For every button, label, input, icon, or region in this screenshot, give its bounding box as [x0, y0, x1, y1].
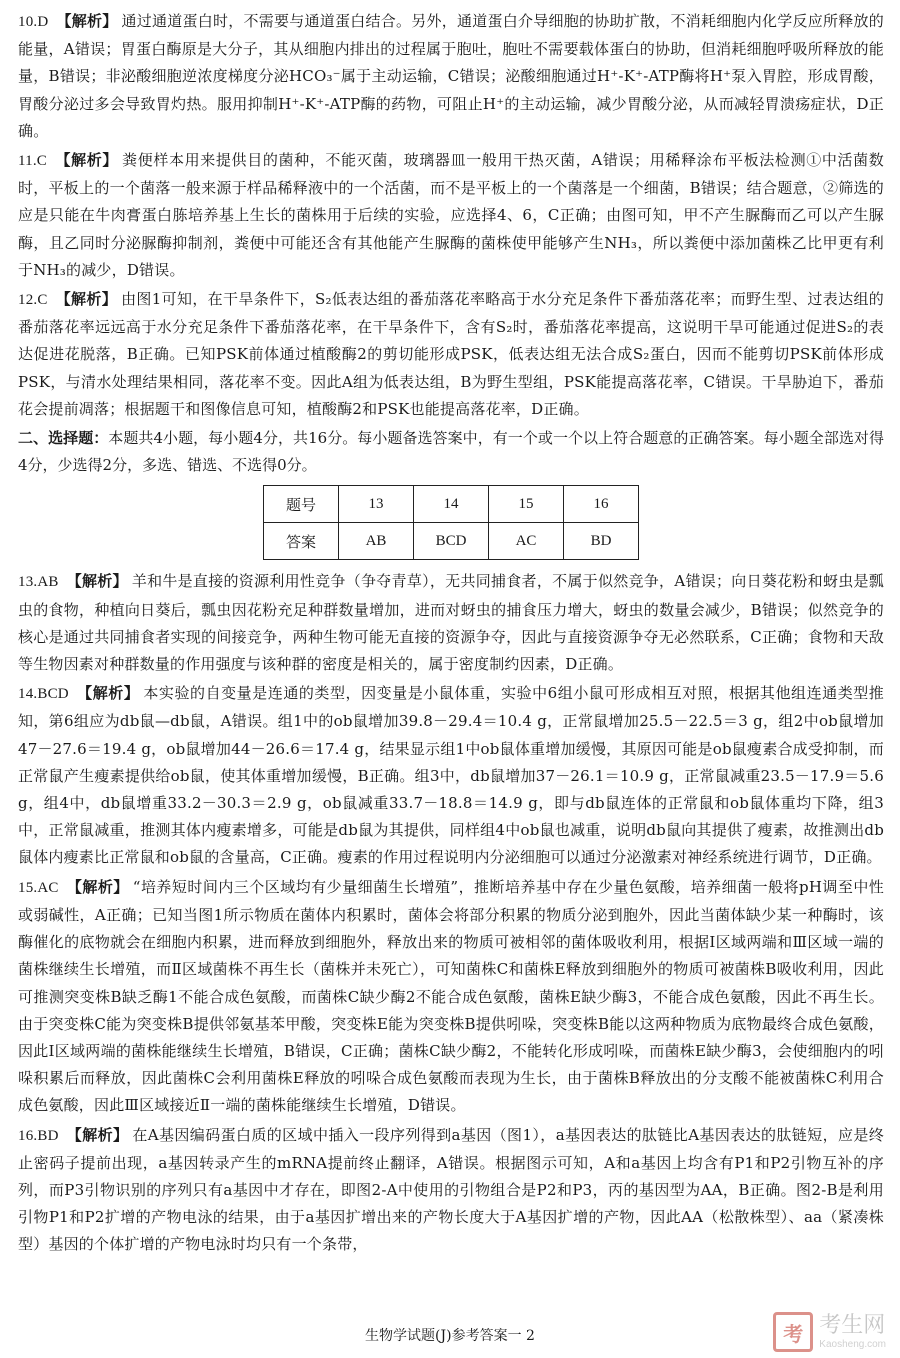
- answer-item-14: 14.BCD 【解析】 本实验的自变量是连通的类型，因变量是小鼠体重，实验中6组小鼠可形成相互对照，根据其他组连通类型推知，第6组应为db鼠—db鼠，A错误。组1中的ob鼠增加39.8－29.4＝10.4 g，正常鼠增加25.5－22.5＝3 g，组2中ob鼠增加47－27.6＝19.4 g，ob鼠增加44－26.6＝17.4 g，结果显示组1中ob鼠体重增加缓慢，其原因可能是ob鼠瘦素合成受抑制，而正常鼠产生瘦素提供给ob鼠，使其体重增加缓慢，B正确。组3中，db鼠增加37－26.1＝10.9 g，正常鼠减重23.5－17.9＝5.6 g，组4中，db鼠增重33.2－30.3＝2.9 g，ob鼠减重33.7－18.8＝14.9 g，即与db鼠连体的正常鼠和ob鼠体重均下降，组3中，正常鼠减重，推测其体内瘦素增多，可能是db鼠为其提供，同样组4中ob鼠也减重，说明db鼠向其提供了瘦素，故推测出db鼠体内瘦素比正常鼠和ob鼠的含量高，C正确。瘦素的作用过程说明内分泌细胞可以通过分泌激素对神经系统进行调节，D正确。: [18, 684, 884, 867]
- answer-item-16: 16.BD 【解析】 在A基因编码蛋白质的区域中插入一段序列得到a基因（图1），a基因表达的肽链比A基因表达的肽链短，应是终止密码子提前出现，a基因转录产生的mRNA提前终止翻译，A错误。根据图示可知，A和a基因上均含有P1和P2引物互补的序列，而P3引物识别的序列只有a基因中才存在，即图2-A中使用的引物组合是P2和P3，丙的基因型为AA，B正确。图2-B是利用引物P1和P2扩增的产物电泳的结果，由于a基因扩增出来的产物长度大于A基因扩增的产物，因此AA（松散株型）、aa（紧凑株型）基因的个体扩增的产物电泳时均只有一个条带，: [18, 1125, 884, 1254]
- answer-item-13: 13.AB 【解析】 羊和牛是直接的资源利用性竞争（争夺青草），无共同捕食者，不属于似然竞争，A错误；向日葵花粉和蚜虫是瓢虫的食物，种植向日葵后，瓢虫因花粉充足种群数量增加，进而对蚜虫的捕食压力增大，蚜虫的数量会减少，B错误；似然竞争的核心是通过共同捕食者实现的间接竞争，两种生物可能无直接的资源争夺，因此与直接资源争夺无必然联系，C正确；食物和天敌等生物因素对种群数量的作用强度与该种群的密度是相关的，属于密度制约因素，D正确。: [18, 572, 884, 674]
- watermark-text: 考生网: [819, 1313, 886, 1339]
- table-cell: 15: [489, 486, 564, 523]
- kaosheng-logo-icon: 考: [773, 1312, 813, 1352]
- section-two-heading: 二、选择题：本题共4小题，每小题4分，共16分。每小题备选答案中，有一个或一个以上符合题意的正确答案。每小题全部选对得4分，少选得2分，多选、错选、不选得0分。: [18, 429, 884, 475]
- table-cell: BD: [564, 523, 639, 560]
- table-header-cell: 题号: [264, 486, 339, 523]
- page-footer: 生物学试题(J)参考答案一 2: [365, 1328, 535, 1344]
- answer-item-15: 15.AC 【解析】 “培养短时间内三个区域均有少量细菌生长增殖”，推断培养基中存在少量色氨酸，培养细菌一般将pH调至中性或弱碱性，A正确；已知当图1所示物质在菌体内积累时，菌体会将部分积累的物质分泌到胞外，因此当菌体缺少某一种酶时，该酶催化的底物就会在细胞内积累，进而释放到细胞外，释放出来的物质可被相邻的菌体吸收利用，根据Ⅰ区域两端和Ⅲ区域一端的菌株继续生长增殖，而Ⅱ区域菌株不再生长（菌株并未死亡），可知菌株C和菌株E释放到细胞外的物质可被菌株B吸收利用，因此可推测突变株B缺乏酶1不能合成色氨酸，而菌株C缺少酶2不能合成色氨酸，菌株E缺少酶3，不能合成色氨酸，因此不再生长。由于突变株C能为突变株B提供邻氨基苯甲酸，突变株E能为突变株B提供吲哚，突变株B能以这两种物质为底物最终合成色氨酸，因此Ⅰ区域两端的菌株能继续生长增殖，B错误，C正确；菌株C缺少酶2，不能转化形成吲哚，而菌株E缺少酶3，会使细胞内的吲哚积累后而释放，因此菌株C会利用菌株E释放的吲哚合成色氨酸而表现为生长，由于菌株B释放出的分支酸不能被菌株C利用合成色氨酸，因此Ⅲ区域接近Ⅱ一端的菌株能继续生长增殖，D错误。: [18, 877, 884, 1115]
- table-row: [264, 523, 639, 560]
- table-header-cell: 答案: [264, 523, 339, 560]
- watermark-logo: [773, 1312, 886, 1352]
- answer-table: [263, 485, 639, 560]
- table-cell: AB: [339, 523, 414, 560]
- table-cell: 13: [339, 486, 414, 523]
- answer-item-10: 10.D 【解析】 通过通道蛋白时，不需要与通道蛋白结合。另外，通道蛋白介导细胞的协助扩散，不消耗细胞内化学反应所释放的能量，A错误；胃蛋白酶原是大分子，其从细胞内排出的过程属于胞吐，胞吐不需要载体蛋白的协助，但消耗细胞呼吸所释放的能量，B错误；非泌酸细胞逆浓度梯度分泌HCO₃⁻属于主动运输，C错误；泌酸细胞通过H⁺-K⁺-ATP酶将H⁺泵入胃腔，形成胃酸，胃酸分泌过多会导致胃灼热。服用抑制H⁺-K⁺-ATP酶的药物，可阻止H⁺的主动运输，减少胃酸分泌，从而减轻胃溃疡症状，D正确。: [18, 12, 884, 140]
- table-cell: 16: [564, 486, 639, 523]
- table-cell: 14: [414, 486, 489, 523]
- answer-item-11: 11.C 【解析】 粪便样本用来提供目的菌种，不能灭菌，玻璃器皿一般用干热灭菌，A错误；用稀释涂布平板法检测①中活菌数时，平板上的一个菌落一般来源于样品稀释液中的一个活菌，而不是平板上的一个菌落是一个细菌，B错误；结合题意，②筛选的应是只能在牛肉膏蛋白胨培养基上生长的菌株用于后续的实验，应选择4、6，C正确；由图可知，甲不产生脲酶而乙可以产生脲酶，且乙同时分泌脲酶抑制剂，粪便中可能还含有其他能产生脲酶的菌株使甲能够产生NH₃，所以粪便中添加菌株乙比甲更有利于NH₃的减少，D错误。: [18, 151, 884, 279]
- table-row: [264, 486, 639, 523]
- watermark-url: Kaosheng.com: [819, 1338, 886, 1350]
- answer-page: [18, 8, 884, 1261]
- answer-item-12: 12.C 【解析】 由图1可知，在干旱条件下，S₂低表达组的番茄落花率略高于水分充足条件下番茄落花率；而野生型、过表达组的番茄落花率远远高于水分充足条件下番茄落花率，在干旱条件下，含有S₂时，番茄落花率提高，这说明干旱可能通过促进S₂的表达促进花脱落，B正确。已知PSK前体通过植酸酶2的剪切能形成PSK，低表达组无法合成S₂蛋白，因而不能剪切PSK前体形成PSK，与清水处理结果相同，落花率不变。因此A组为低表达组，B为野生型组，PSK能提高落花率，C错误。干旱胁迫下，番茄花会提前凋落；根据题干和图像信息可知，植酸酶2和PSK也能提高落花率，D正确。: [18, 290, 884, 418]
- table-cell: AC: [489, 523, 564, 560]
- table-cell: BCD: [414, 523, 489, 560]
